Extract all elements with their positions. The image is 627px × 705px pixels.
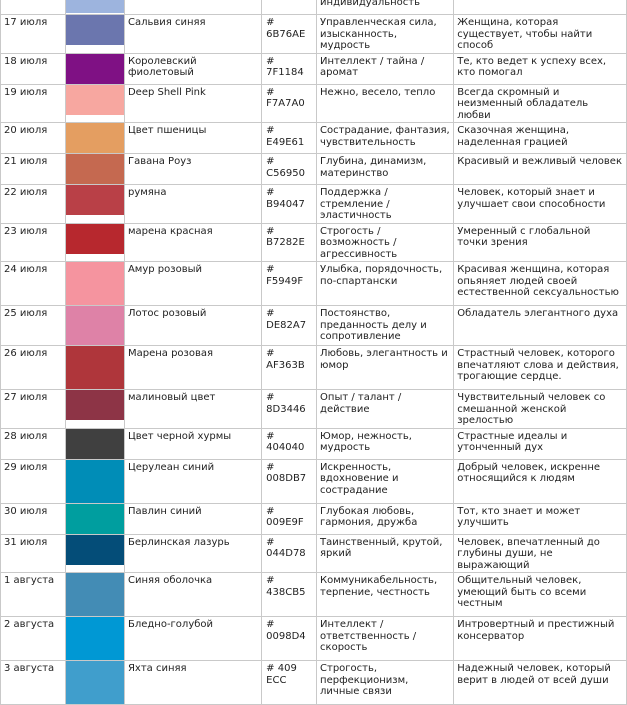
- color-name-cell: Яхта синяя: [124, 661, 261, 705]
- meaning-cell: Интеллект / тайна / аромат: [317, 53, 454, 84]
- hex-code-cell: # 0098D4: [262, 617, 317, 661]
- color-name-cell: марена красная: [124, 223, 261, 262]
- color-swatch: [66, 617, 124, 660]
- color-swatch-cell: [66, 262, 125, 306]
- description-cell: Тот, кто знает и может улучшить: [454, 503, 627, 534]
- color-swatch: [66, 262, 124, 305]
- color-name-cell: Королевский фиолетовый: [124, 53, 261, 84]
- hex-code-cell: # B94047: [262, 185, 317, 224]
- color-name-cell: румяна: [124, 185, 261, 224]
- table-row: [1, 223, 627, 262]
- date-cell: 21 июля: [1, 154, 66, 185]
- date-cell: 20 июля: [1, 123, 66, 154]
- table-row: [1, 428, 627, 459]
- color-name-cell: Церулеан синий: [124, 459, 261, 503]
- color-swatch-cell: [66, 0, 125, 15]
- meaning-cell: Улыбка, порядочность, по-спартански: [317, 262, 454, 306]
- hex-code-cell: # 438CB5: [262, 573, 317, 617]
- color-swatch: [66, 573, 124, 616]
- color-swatch: [66, 346, 124, 389]
- date-cell: 30 июля: [1, 503, 66, 534]
- color-name-cell: Гавана Роуз: [124, 154, 261, 185]
- description-cell: Обладатель элегантного духа: [454, 306, 627, 346]
- description-cell: Общительный человек, умеющий быть со всеми честным: [454, 573, 627, 617]
- color-swatch: [66, 661, 124, 704]
- meaning-cell: Юмор, нежность, мудрость: [317, 428, 454, 459]
- date-cell: 1 августа: [1, 573, 66, 617]
- color-swatch: [66, 15, 124, 45]
- meaning-cell: Поддержка / стремление / эластичность: [317, 185, 454, 224]
- color-swatch-cell: [66, 123, 125, 154]
- color-swatch: [66, 535, 124, 565]
- hex-code-cell: # 008DB7: [262, 459, 317, 503]
- table-row: [1, 0, 627, 15]
- color-swatch: [66, 390, 124, 420]
- color-swatch-cell: [66, 53, 125, 84]
- date-cell: 22 июля: [1, 185, 66, 224]
- description-cell: Чувствительный человек со смешанной женской зрелостью: [454, 390, 627, 429]
- description-cell: Всегда скромный и неизменный обладатель любви: [454, 84, 627, 123]
- color-swatch: [66, 504, 124, 534]
- description-cell: Красивая женщина, которая опьяняет людей своей естественной сексуальностью: [454, 262, 627, 306]
- description-cell: Добрый человек, искренне относящийся к людям: [454, 459, 627, 503]
- color-swatch: [66, 224, 124, 254]
- color-swatch: [66, 429, 124, 459]
- color-swatch-cell: [66, 154, 125, 185]
- meaning-cell: Опыт / талант / действие: [317, 390, 454, 429]
- description-cell: Человек, который знает и улучшает свои способности: [454, 185, 627, 224]
- table-row: [1, 15, 627, 54]
- meaning-cell: Интеллект / ответственность / скорость: [317, 617, 454, 661]
- description-cell: Интровертный и престижный консерватор: [454, 617, 627, 661]
- description-cell: Надежный человек, который верит в людей от всей души: [454, 661, 627, 705]
- description-cell: Женщина, которая существует, чтобы найти способ: [454, 15, 627, 54]
- hex-code-cell: # 6B76AE: [262, 15, 317, 54]
- description-cell: Сказочная женщина, наделенная грацией: [454, 123, 627, 154]
- hex-code-cell: # C56950: [262, 154, 317, 185]
- description-cell: Умеренный с глобальной точки зрения: [454, 223, 627, 262]
- meaning-cell: Постоянство, преданность делу и сопротивление: [317, 306, 454, 346]
- date-cell: [1, 0, 66, 15]
- hex-code-cell: # B7282E: [262, 223, 317, 262]
- table-row: [1, 306, 627, 346]
- color-swatch: [66, 306, 124, 345]
- description-cell: Красивый и вежливый человек: [454, 154, 627, 185]
- color-swatch-cell: [66, 223, 125, 262]
- color-swatch-cell: [66, 346, 125, 390]
- description-cell: [454, 0, 627, 15]
- date-cell: 3 августа: [1, 661, 66, 705]
- hex-code-cell: # DE82A7: [262, 306, 317, 346]
- date-cell: 28 июля: [1, 428, 66, 459]
- date-cell: 31 июля: [1, 534, 66, 573]
- hex-code-cell: # 7F1184: [262, 53, 317, 84]
- date-cell: 19 июля: [1, 84, 66, 123]
- date-cell: 23 июля: [1, 223, 66, 262]
- color-swatch-cell: [66, 617, 125, 661]
- color-swatch: [66, 123, 124, 153]
- date-cell: 26 июля: [1, 346, 66, 390]
- table-row: [1, 84, 627, 123]
- color-name-cell: Берлинская лазурь: [124, 534, 261, 573]
- color-name-cell: Синяя оболочка: [124, 573, 261, 617]
- color-swatch-cell: [66, 573, 125, 617]
- meaning-cell: Сострадание, фантазия, чувствительность: [317, 123, 454, 154]
- meaning-cell: Таинственный, крутой, яркий: [317, 534, 454, 573]
- date-cell: 29 июля: [1, 459, 66, 503]
- table-row: [1, 390, 627, 429]
- color-name-cell: малиновый цвет: [124, 390, 261, 429]
- color-swatch-cell: [66, 503, 125, 534]
- color-swatch: [66, 0, 124, 13]
- color-swatch: [66, 460, 124, 503]
- date-cell: 24 июля: [1, 262, 66, 306]
- table-row: [1, 185, 627, 224]
- table-row: [1, 154, 627, 185]
- date-cell: 27 июля: [1, 390, 66, 429]
- color-swatch: [66, 185, 124, 215]
- hex-code-cell: # 044D78: [262, 534, 317, 573]
- hex-code-cell: # 404040: [262, 428, 317, 459]
- table-body: [1, 0, 627, 705]
- table-row: [1, 346, 627, 390]
- table-row: [1, 661, 627, 705]
- hex-code-cell: # 8D3446: [262, 390, 317, 429]
- color-name-cell: Deep Shell Pink: [124, 84, 261, 123]
- description-cell: Страстные идеалы и утонченный дух: [454, 428, 627, 459]
- date-cell: 2 августа: [1, 617, 66, 661]
- hex-code-cell: # F7A7A0: [262, 84, 317, 123]
- color-name-cell: Лотос розовый: [124, 306, 261, 346]
- date-cell: 18 июля: [1, 53, 66, 84]
- color-swatch-cell: [66, 390, 125, 429]
- color-name-cell: Амур розовый: [124, 262, 261, 306]
- description-cell: Человек, впечатленный до глубины души, не выражающий: [454, 534, 627, 573]
- color-swatch-cell: [66, 661, 125, 705]
- color-name-cell: Бледно-голубой: [124, 617, 261, 661]
- color-swatch-cell: [66, 428, 125, 459]
- date-cell: 17 июля: [1, 15, 66, 54]
- hex-code-cell: # AF363B: [262, 346, 317, 390]
- meaning-cell: Искренность, вдохновение и сострадание: [317, 459, 454, 503]
- color-name-cell: Павлин синий: [124, 503, 261, 534]
- hex-code-cell: # F5949F: [262, 262, 317, 306]
- color-swatch-cell: [66, 459, 125, 503]
- meaning-cell: Нежно, весело, тепло: [317, 84, 454, 123]
- color-swatch-cell: [66, 15, 125, 54]
- color-name-cell: Цвет пшеницы: [124, 123, 261, 154]
- table-row: [1, 53, 627, 84]
- table-row: [1, 573, 627, 617]
- hex-code-cell: [262, 0, 317, 15]
- table-row: [1, 123, 627, 154]
- table-row: [1, 262, 627, 306]
- meaning-cell: Строгость, перфекционизм, личные связи: [317, 661, 454, 705]
- hex-code-cell: # E49E61: [262, 123, 317, 154]
- table-row: [1, 503, 627, 534]
- color-name-cell: Цвет черной хурмы: [124, 428, 261, 459]
- meaning-cell: Любовь, элегантность и юмор: [317, 346, 454, 390]
- table-row: [1, 459, 627, 503]
- description-cell: Те, кто ведет к успеху всех, кто помогал: [454, 53, 627, 84]
- color-swatch: [66, 85, 124, 115]
- color-name-cell: Марена розовая: [124, 346, 261, 390]
- hex-code-cell: # 409 ECC: [262, 661, 317, 705]
- hex-code-cell: # 009E9F: [262, 503, 317, 534]
- color-swatch: [66, 54, 124, 84]
- date-cell: 25 июля: [1, 306, 66, 346]
- color-swatch-cell: [66, 306, 125, 346]
- color-name-cell: Сальвия синяя: [124, 15, 261, 54]
- meaning-cell: Глубина, динамизм, материнство: [317, 154, 454, 185]
- color-swatch-cell: [66, 84, 125, 123]
- meaning-cell: Коммуникабельность, терпение, честность: [317, 573, 454, 617]
- color-swatch: [66, 154, 124, 184]
- table-row: [1, 534, 627, 573]
- color-name-cell: [124, 0, 261, 15]
- color-swatch-cell: [66, 534, 125, 573]
- color-swatch-cell: [66, 185, 125, 224]
- meaning-cell: Управленческая сила, изысканность, мудрость: [317, 15, 454, 54]
- meaning-cell: Строгость / возможность / агрессивность: [317, 223, 454, 262]
- meaning-cell: индивидуальность: [317, 0, 454, 15]
- description-cell: Страстный человек, которого впечатляют слова и действия, трогающие сердце.: [454, 346, 627, 390]
- table-row: [1, 617, 627, 661]
- meaning-cell: Глубокая любовь, гармония, дружба: [317, 503, 454, 534]
